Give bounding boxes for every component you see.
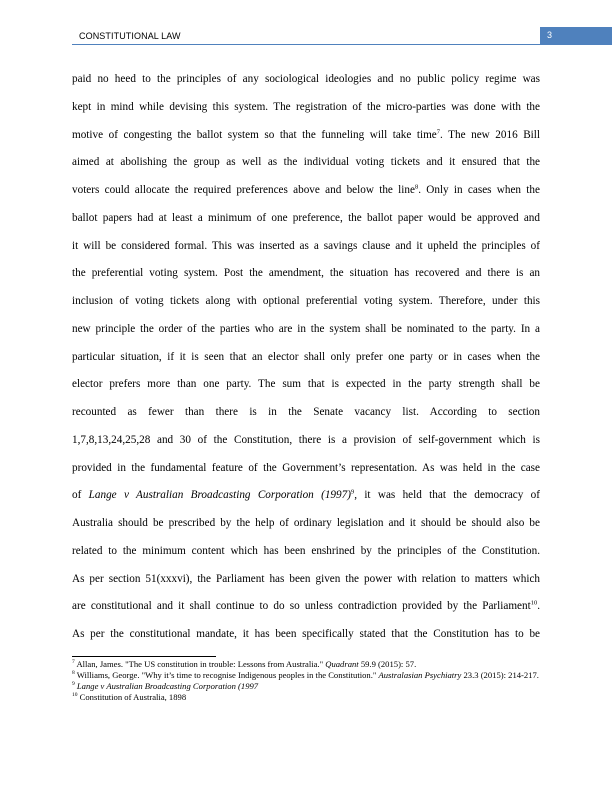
body-line: recounted as fewer than there is in the Senate vacancy list. According to section: [72, 406, 540, 418]
body-line: aimed at abolishing the group as well as the individual voting tickets and it ensured that the: [72, 156, 540, 169]
footnote: [72, 692, 540, 703]
body-line: Australia should be prescribed by the help of ordinary legislation and it should be should also be: [72, 517, 540, 529]
footnote-number: 9: [72, 681, 75, 688]
body-line-text: . The new 2016 Bill: [440, 128, 540, 141]
body-line: inclusion of voting tickets along with optional preferential voting system. Therefore, under this: [72, 295, 540, 307]
body-text: [72, 66, 540, 649]
footnotes: [72, 659, 540, 703]
body-line: As per the constitutional mandate, it has been specifically stated that the Constitution has to be: [72, 628, 540, 640]
footnote: [72, 681, 540, 692]
body-line: related to the minimum content which has been enshrined by the principles of the Constitution.: [72, 544, 540, 557]
body-line: paid no heed to the principles of any sociological ideologies and no public policy regime was: [72, 73, 540, 85]
body-line: As per section 51(xxxvi), the Parliament has been given the power with relation to matters which: [72, 572, 540, 585]
footnote-number: 7: [72, 659, 75, 666]
body-line: kept in mind while devising this system. The registration of the micro-parties was done with the: [72, 100, 540, 113]
body-line-text: motive of congesting the ballot system so that the funneling will take time: [72, 128, 437, 141]
case-citation: Lange v Australian Broadcasting Corporation (1997): [88, 489, 351, 502]
page-header: [0, 27, 612, 45]
body-line: provided in the fundamental feature of the Government’s representation. As was held in the case: [72, 461, 540, 474]
body-line: new principle the order of the parties who are in the system shall be nominated to the party. In a: [72, 322, 540, 335]
footnote-separator: [72, 656, 216, 657]
header-rule: [72, 44, 540, 45]
footnote-text: Constitution of Australia, 1898: [79, 692, 187, 702]
footnote-ref: 10: [530, 599, 538, 607]
body-line: it will be considered formal. This was inserted as a savings clause and it upheld the principles of: [72, 239, 540, 252]
body-line: [72, 482, 540, 510]
body-line-text: . Only in cases when the: [418, 184, 540, 196]
footnote-number: 10: [72, 692, 78, 699]
footnote-ref: 9: [350, 488, 355, 496]
header-title: CONSTITUTIONAL LAW: [79, 31, 181, 41]
body-line-text: of: [72, 489, 82, 502]
footnote-ref: 8: [414, 183, 419, 191]
body-line: elector prefers more than one party. The sum that is expected in the party strength shall be: [72, 378, 540, 391]
footnote-source: Australasian Psychiatry: [378, 670, 462, 680]
body-line: [72, 122, 540, 150]
body-line-text: .: [537, 600, 540, 613]
body-line: the preferential voting system. Post the amendment, the situation has recovered and there is an: [72, 267, 540, 280]
body-line-text: voters could allocate the required preferences above and below the line: [72, 184, 415, 196]
footnote-ref: 7: [436, 127, 441, 135]
footnote: [72, 670, 540, 681]
body-line: ballot papers had at least a minimum of one preference, the ballot paper would be approved and: [72, 211, 540, 224]
footnote-text: Allan, James. "The US constitution in trouble: Lessons from Australia.": [76, 659, 326, 669]
footnote-tail: 23.3 (2015): 214-217.: [461, 670, 539, 680]
body-line-text: are constitutional and it shall continue to do so unless contradiction provided by the Parliament: [72, 600, 531, 613]
body-line: [72, 593, 540, 621]
body-line: particular situation, if it is seen that an elector shall only prefer one party or in cases when the: [72, 350, 540, 363]
footnote-source: Lange v Australian Broadcasting Corporation (1997: [76, 681, 259, 691]
page-number-box: [540, 27, 612, 45]
footnote-number: 8: [72, 670, 75, 677]
footnote-tail: 59.9 (2015): 57.: [358, 659, 417, 669]
footnote-source: Quadrant: [325, 659, 359, 669]
page-number: 3: [547, 30, 553, 40]
footnote-text: Williams, George. "Why it’s time to recognise Indigenous peoples in the Constitution.": [76, 670, 379, 680]
body-line-text: , it was held that the democracy of: [354, 489, 540, 502]
footnote: [72, 659, 540, 670]
body-line: 1,7,8,13,24,25,28 and 30 of the Constitution, there is a provision of self-government which is: [72, 433, 540, 446]
body-line: [72, 177, 540, 205]
